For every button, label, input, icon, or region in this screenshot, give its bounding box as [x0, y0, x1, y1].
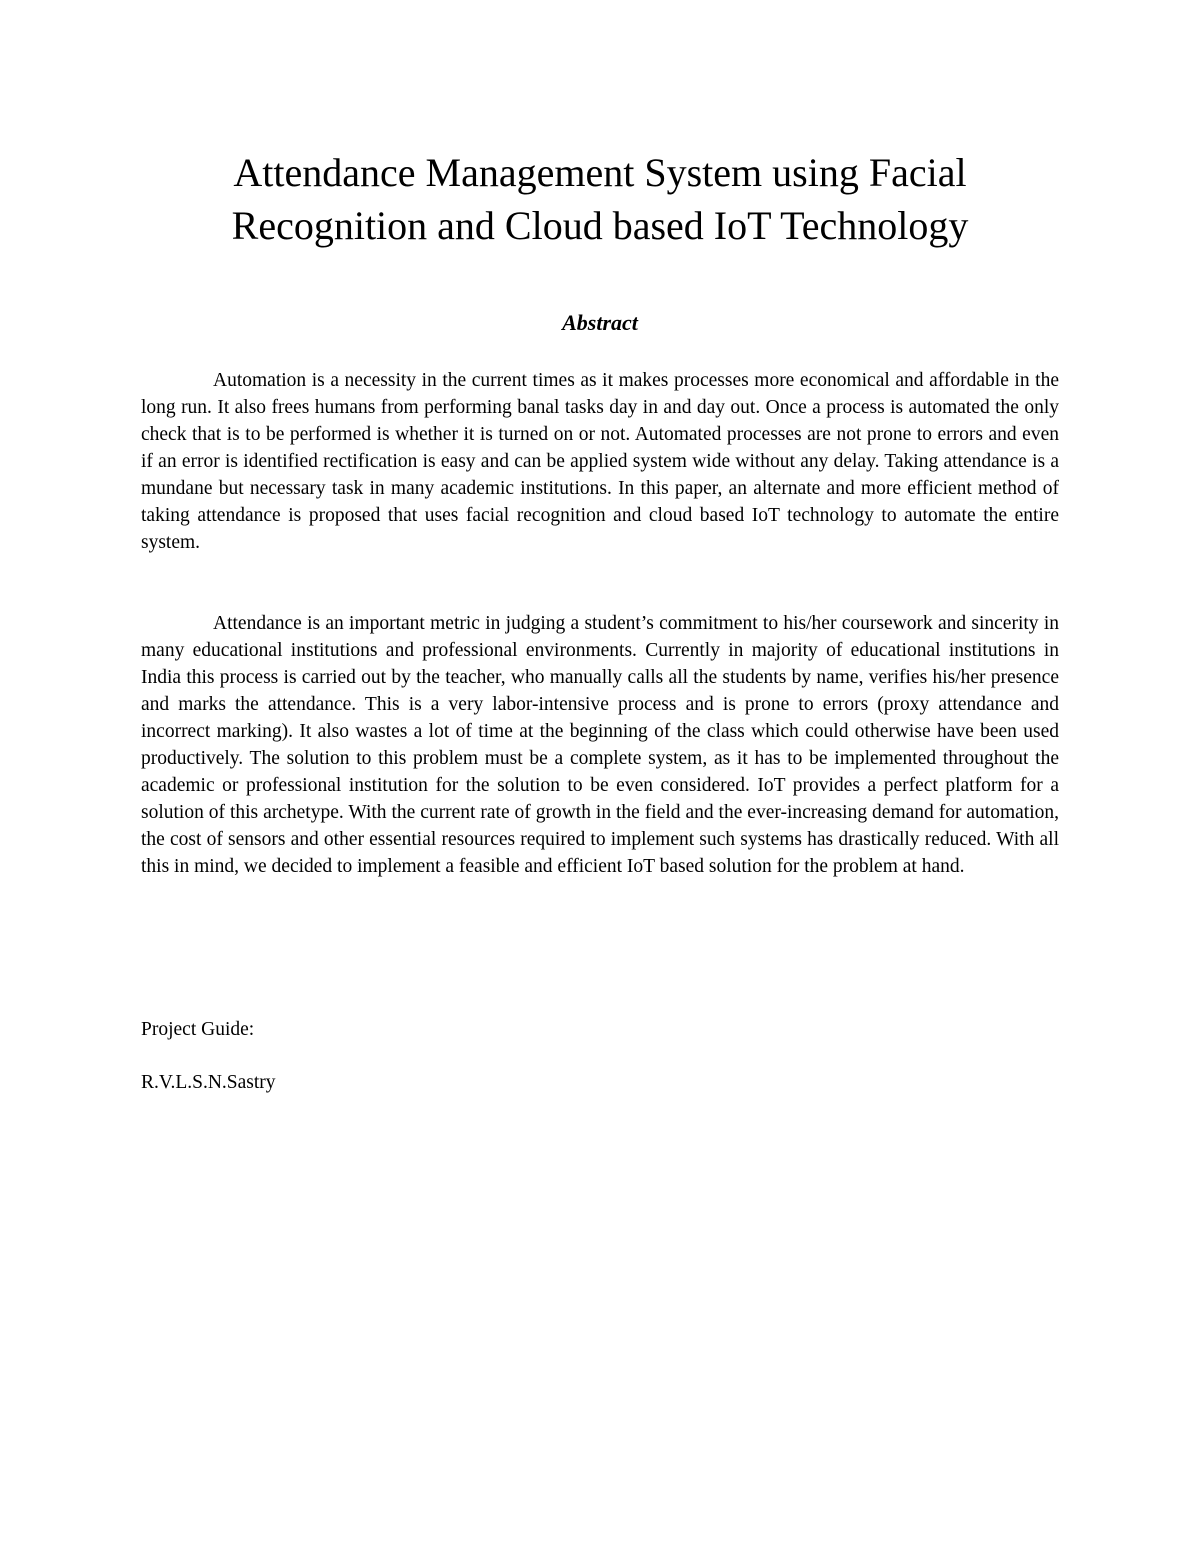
- title-line-2: Recognition and Cloud based IoT Technology: [231, 203, 969, 248]
- project-guide-label: Project Guide:: [141, 1019, 255, 1040]
- title-line-1: Attendance Management System using Facial: [233, 150, 967, 195]
- abstract-paragraph-1: Automation is a necessity in the current times as it makes processes more economical and affordable in the long run. It also frees humans from performing banal tasks day in and day out. Once a process is automated the only check that is to be performed is whether it is turned on or not. Automated processes are not prone to errors and even if an error is identified rectification is easy and can be applied system wide without any delay. Taking attendance is a mundane but necessary task in many academic institutions. In this paper, an alternate and more efficient method of taking attendance is proposed that uses facial recognition and cloud based IoT technology to automate the entire system.: [141, 370, 1059, 553]
- abstract-paragraph-2: Attendance is an important metric in judging a student’s commitment to his/her coursework and sincerity in many educational institutions and professional environments. Currently in majority of educational institutions in India this process is carried out by the teacher, who manually calls all the students by name, verifies his/her presence and marks the attendance. This is a very labor-intensive process and is prone to errors (proxy attendance and incorrect marking). It also wastes a lot of time at the beginning of the class which could otherwise have been used productively. The solution to this problem must be a complete system, as it has to be implemented throughout the academic or professional institution for the solution to be even considered. IoT provides a perfect platform for a solution of this archetype. With the current rate of growth in the field and the ever-increasing demand for automation, the cost of sensors and other essential resources required to implement such systems has drastically reduced. With all this in mind, we decided to implement a feasible and efficient IoT based solution for the problem at hand.: [141, 613, 1059, 877]
- project-guide-name: R.V.L.S.N.Sastry: [141, 1072, 276, 1093]
- abstract-heading: Abstract: [562, 310, 638, 335]
- document-title: [130, 146, 1070, 252]
